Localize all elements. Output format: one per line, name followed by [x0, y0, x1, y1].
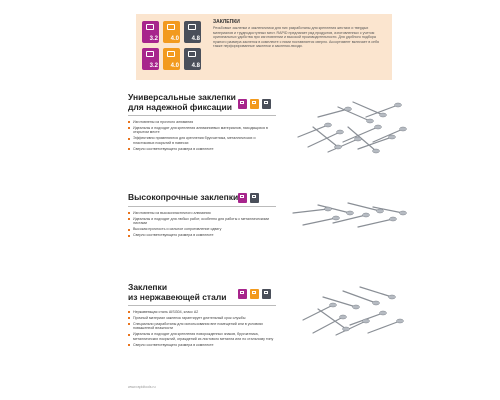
section-title-line: из нержавеющей стали [128, 291, 227, 302]
rivets-info-panel [136, 14, 392, 80]
rivet-icon [167, 24, 175, 30]
feature-list [128, 120, 276, 153]
list-item: Высокая прочность и сильное сопротивление сдвигу [128, 227, 276, 231]
mini-size-badge [262, 289, 271, 299]
size-label: 4.8 [191, 36, 200, 42]
mini-size-badge [250, 193, 259, 203]
rivet-icon [252, 291, 256, 294]
rivets-image [288, 87, 408, 162]
footer-url[interactable]: www.rapidtools.ru [128, 385, 156, 389]
mini-size-badge [250, 289, 259, 299]
mini-size-badge [238, 193, 247, 203]
mini-size-badge [262, 99, 271, 109]
rivet-icon [188, 24, 196, 30]
section-title [128, 193, 238, 203]
section-divider [128, 305, 276, 306]
rivet-icon [264, 291, 268, 294]
list-item: Сверло соответствующего размера в комплекте [128, 147, 276, 151]
list-item: Специально разработаны для использования вне помещений или в условиях повышенной влажности [128, 322, 276, 331]
list-item: Идеальны и подходят для крепления новорожденных знаков, брусчатника, металлических покрытий, ограждений из листового металла или по стальному типу [128, 332, 276, 341]
section-high-strength [128, 193, 408, 253]
mini-size-badge [250, 99, 259, 109]
list-item: Изготовлены из высокоэластичного алюминия [128, 211, 276, 215]
size-badge [163, 21, 180, 43]
rivet-icon [188, 51, 196, 57]
rivet-icon [240, 291, 244, 294]
size-badge [163, 48, 180, 70]
size-badge [142, 48, 159, 70]
list-item: Прочный материал заклепок гарантирует длительный срок службы [128, 316, 276, 320]
section-title-line: Универсальные заклепки [128, 92, 236, 102]
size-label: 4.0 [170, 36, 179, 42]
rivet-icon [240, 195, 244, 198]
size-badge [142, 21, 159, 43]
rivet-icon [252, 101, 256, 104]
rivet-icon [240, 101, 244, 104]
rivet-icon [146, 24, 154, 30]
rivets-image [288, 275, 408, 345]
list-item: Идеальны и подходят для крепления алюминиевых материалов, находящихся в открытом месте [128, 126, 276, 135]
section-title-line: для надежной фиксации [128, 101, 232, 112]
list-item: Сверло соответствующего размера в комплекте [128, 343, 276, 347]
list-item: Идеальны и подходят для любых работ, особенно для работы с металлическими листами [128, 217, 276, 226]
mini-size-badge [238, 289, 247, 299]
rivets-image [288, 193, 408, 238]
size-badge [184, 48, 201, 70]
rivet-icon [252, 195, 256, 198]
rivet-icon [167, 51, 175, 57]
section-title-line: Заклепки [128, 282, 168, 292]
section-divider [128, 206, 276, 207]
list-item: Эффективно применяются для крепления брусчатника, металлических и пластиковых покрытий в навесах [128, 136, 276, 145]
panel-title: ЗАКЛЕПКИ [213, 19, 240, 25]
size-label: 4.8 [191, 63, 200, 69]
list-item: Нержавеющая сталь AISI304, класс А2 [128, 310, 276, 314]
section-title [128, 93, 236, 112]
section-universal [128, 93, 408, 163]
rivet-icon [146, 51, 154, 57]
mini-size-badge [238, 99, 247, 109]
section-stainless [128, 283, 408, 383]
rivet-icon [264, 101, 268, 104]
size-label: 4.0 [170, 63, 179, 69]
panel-description: Резьбовые заклепки и заклепочники для них разработаны для крепления жестких и твердых материалов и труднодоступных мест. RAPID предлагает ряд продуктов, изготовленных с учетом оригинальных удобства при изготовлении и высокой производительности. Для удобного подбора нужного размера заклепок в комплекте с ними поставляется сверло. Ассортимент включает в себя также перфорированные заклепки и заклепки-гвозди. [213, 26, 379, 49]
feature-list [128, 310, 276, 349]
size-badge [184, 21, 201, 43]
list-item: Изготовлены из прочного алюминия [128, 120, 276, 124]
list-item: Сверло соответствующего размера в комплекте [128, 233, 276, 237]
section-title [128, 283, 226, 302]
size-label: 3.2 [149, 36, 158, 42]
feature-list [128, 211, 276, 239]
size-label: 3.2 [149, 63, 158, 69]
section-divider [128, 115, 276, 116]
section-title-line: Высокопрочные заклепки [128, 192, 239, 202]
